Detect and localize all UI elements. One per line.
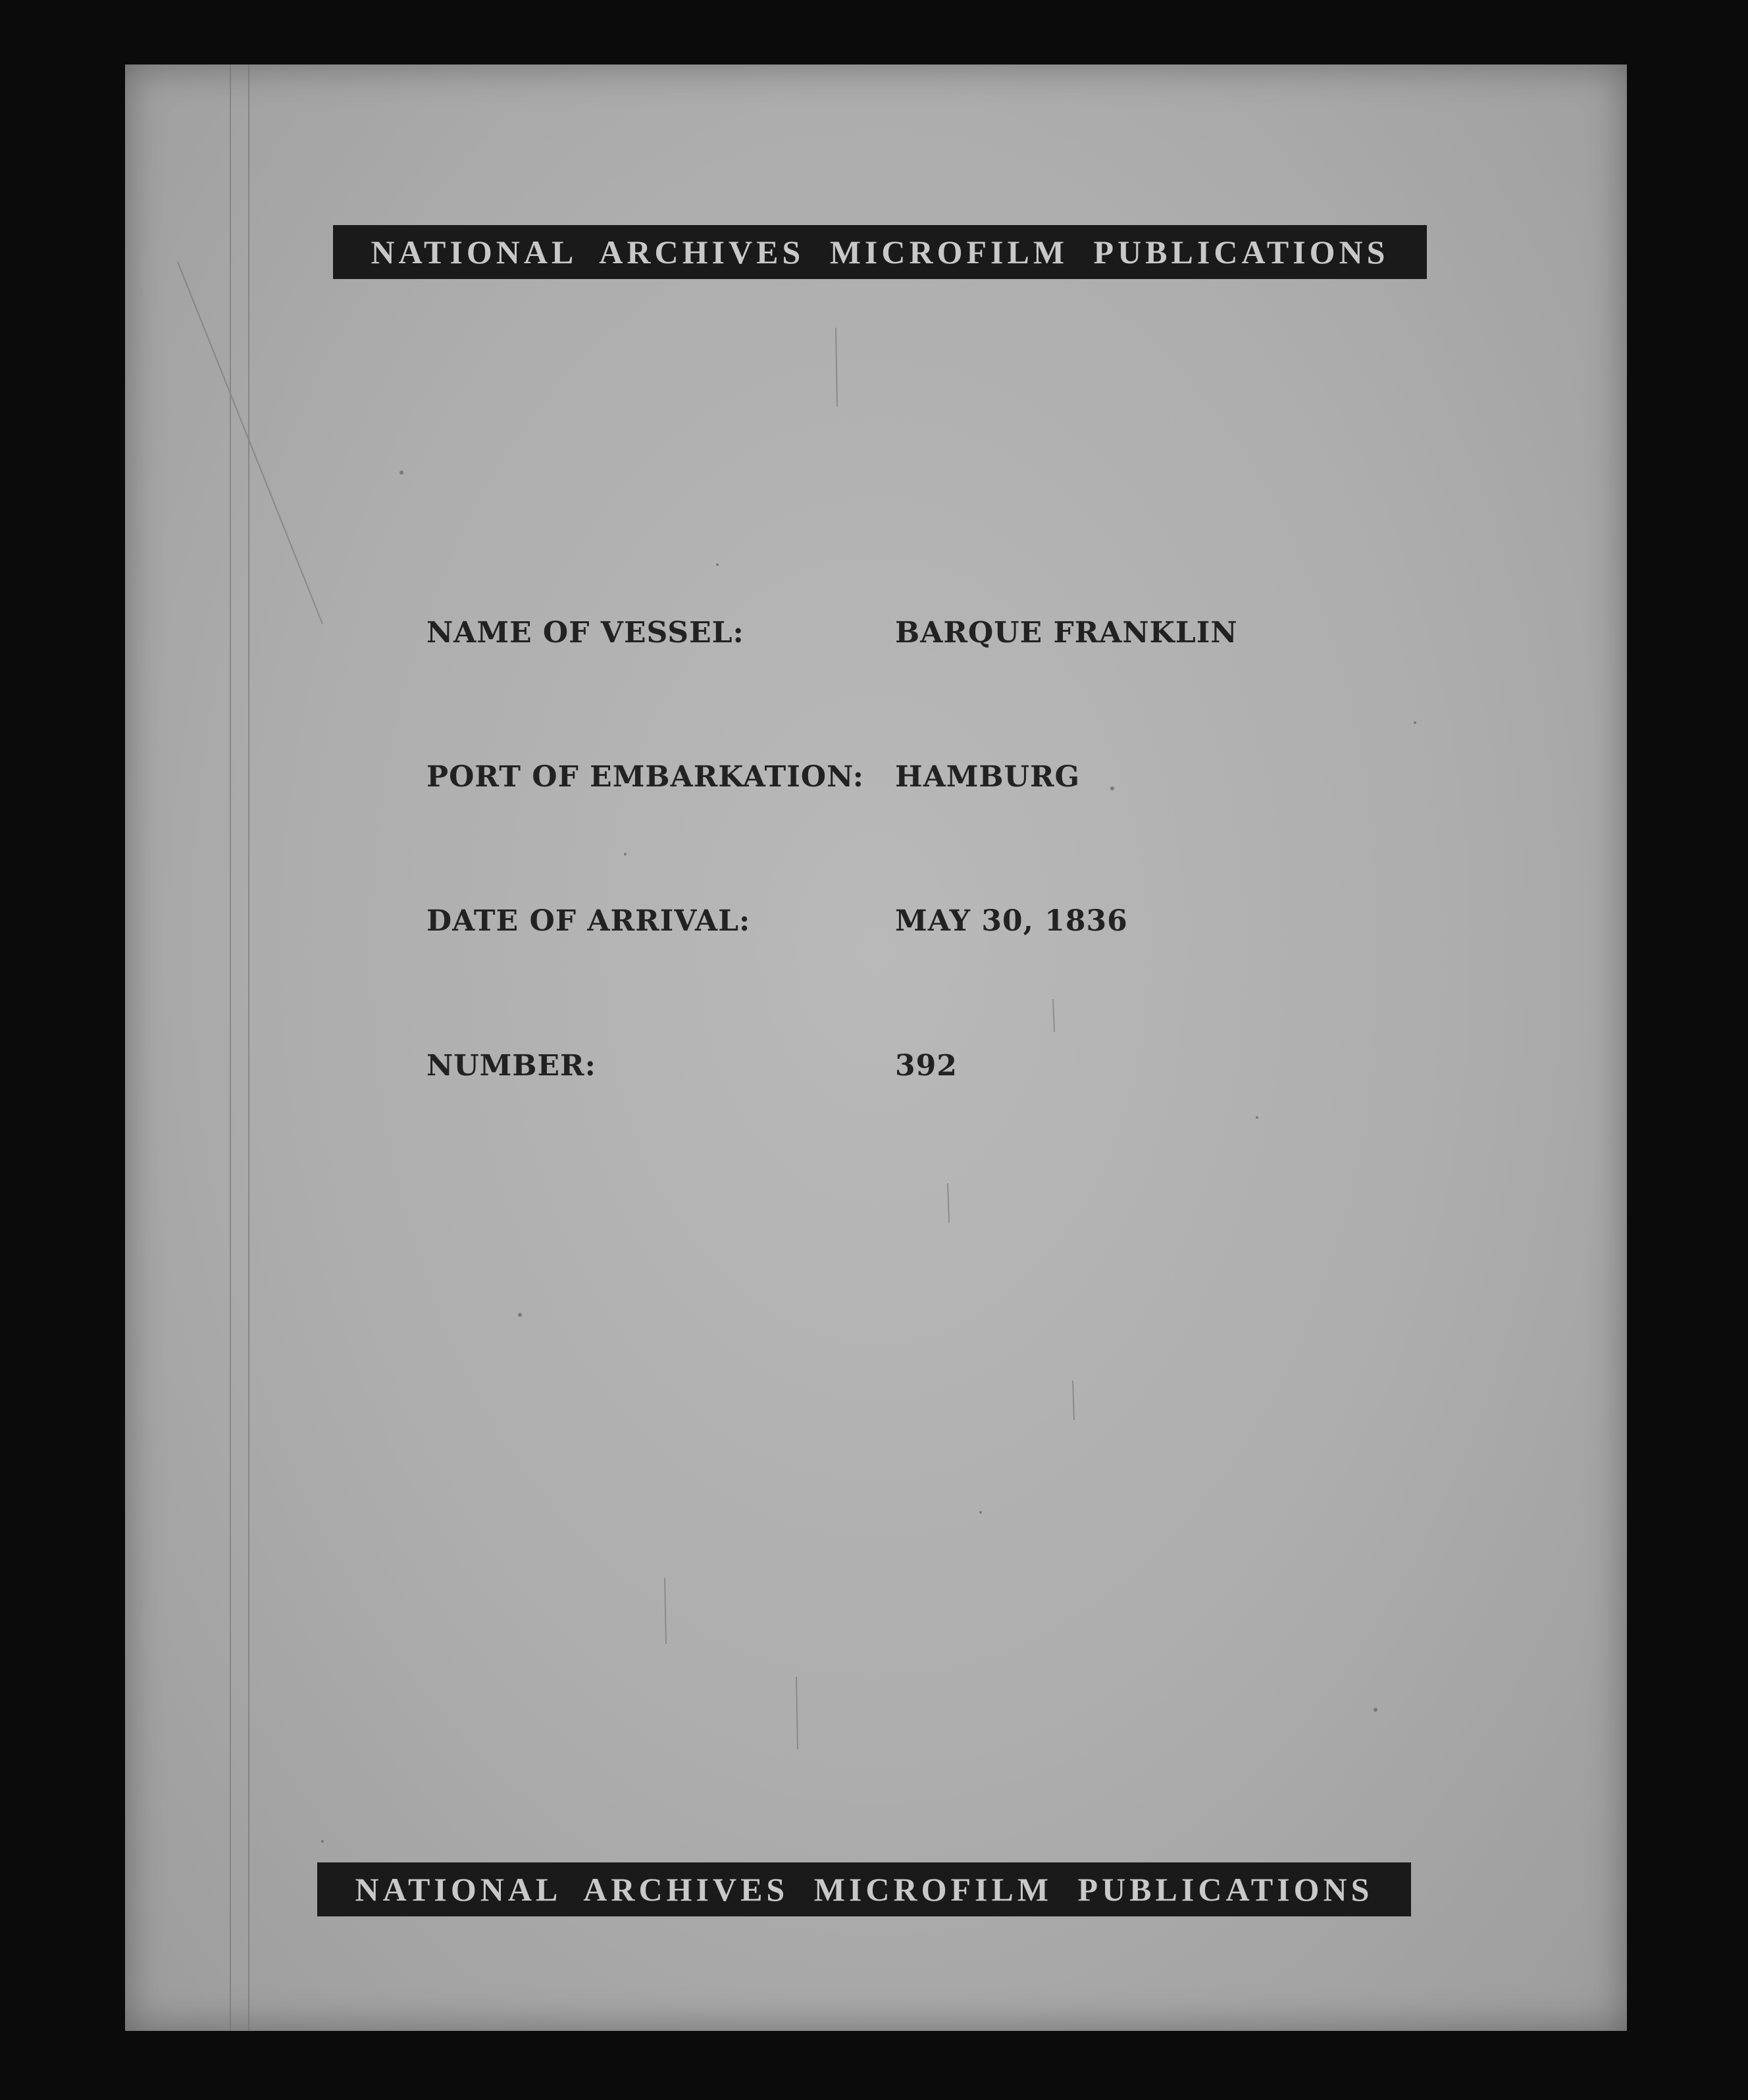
port-of-embarkation-value: HAMBURG — [895, 760, 1081, 794]
vessel-name-value: BARQUE FRANKLIN — [895, 616, 1238, 650]
number-value: 392 — [895, 1049, 958, 1083]
number-label: NUMBER: — [426, 1049, 596, 1083]
date-of-arrival-label: DATE OF ARRIVAL: — [426, 904, 751, 938]
bottom-banner — [317, 1862, 1411, 1916]
bottom-banner-text: NATIONAL ARCHIVES MICROFILM PUBLICATIONS — [355, 1871, 1374, 1908]
top-banner-text: NATIONAL ARCHIVES MICROFILM PUBLICATIONS — [371, 234, 1389, 270]
port-of-embarkation-label: PORT OF EMBARKATION: — [426, 760, 865, 794]
vessel-name-label: NAME OF VESSEL: — [426, 616, 744, 650]
document-sheet — [125, 64, 1627, 2031]
date-of-arrival-value: MAY 30, 1836 — [895, 904, 1128, 938]
film-grain-texture — [125, 64, 1627, 2031]
top-banner — [333, 225, 1427, 279]
